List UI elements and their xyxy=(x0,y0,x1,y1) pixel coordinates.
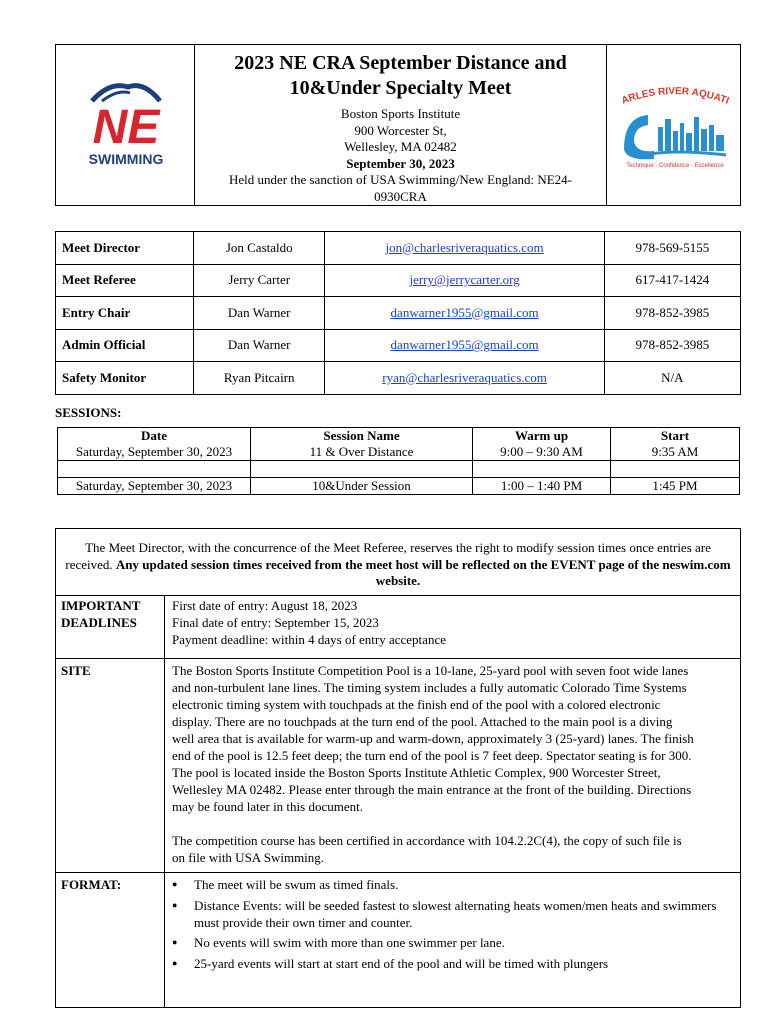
site-text-line: end of the pool is 12.5 feet deep; the turn end of the pool is 7 feet deep. Spectator seating is for 300. xyxy=(172,748,692,763)
format-item: ● The meet will be swum as timed finals. xyxy=(172,876,734,893)
official-role-cell xyxy=(56,232,194,265)
format-item: ● No events will swim with more than one swimmer per lane. xyxy=(172,934,734,951)
site-cert-line: on file with USA Swimming. xyxy=(172,850,325,865)
official-row xyxy=(56,362,741,395)
official-name: Dan Warner xyxy=(227,337,291,353)
official-row xyxy=(56,264,741,297)
official-phone: 617-417-1424 xyxy=(635,272,710,288)
official-email-cell xyxy=(325,362,604,395)
official-name-cell xyxy=(194,297,325,330)
site-text-line: well area that is available for warm-up and warm-down, approximately 3 (25-yard) lanes. The finish xyxy=(172,731,694,746)
ne-swimming-logo xyxy=(70,77,182,169)
format-item: ● Distance Events: will be seeded fastest to slowest alternating heats women/men heats and swimmers must provide their own timer and counter. xyxy=(172,897,734,931)
deadlines-label-line1: IMPORTANT xyxy=(61,598,141,613)
site-text-line: The Boston Sports Institute Competition Pool is a 10-lane, 25-yard pool with seven foot wide lanes xyxy=(172,663,689,678)
sessions-table xyxy=(57,427,740,495)
header-divider xyxy=(606,45,607,205)
deadlines-label xyxy=(61,597,140,631)
official-row xyxy=(56,297,741,330)
charles-river-aquatics-logo xyxy=(614,79,736,169)
sanction-line1: Held under the sanction of USA Swimming/New England: NE24- xyxy=(228,172,572,187)
official-email-link[interactable]: jon@charlesriveraquatics.com xyxy=(385,239,544,255)
venue-city: Wellesley, MA 02482 xyxy=(344,139,457,154)
deadlines-label-line2: DEADLINES xyxy=(61,615,137,630)
official-phone: 978-852-3985 xyxy=(635,304,710,320)
cra-logo-text: ARLES RIVER AQUATI xyxy=(620,85,731,107)
sessions-header-row xyxy=(58,428,740,461)
section-divider xyxy=(56,595,740,596)
session-name: 10&Under Session xyxy=(251,478,473,495)
ne-logo-mark: NE xyxy=(92,101,160,154)
sessions-spacer-row xyxy=(58,461,740,478)
site-text-line: and non-turbulent lane lines. The timing system includes a fully automatic Colorado Time Systems xyxy=(172,680,687,695)
cra-logo-tagline: Technique · Confidence · Excellence xyxy=(626,163,724,169)
official-phone: 978-852-3985 xyxy=(635,337,710,353)
deadlines-list xyxy=(172,597,732,648)
session-start: 1:45 PM xyxy=(611,478,740,495)
official-email-link[interactable]: ryan@charlesriveraquatics.com xyxy=(382,369,547,385)
official-role: Entry Chair xyxy=(62,304,131,320)
venue-street: 900 Worcester St, xyxy=(354,122,447,138)
official-name-cell xyxy=(194,264,325,297)
deadline-item: Final date of entry: September 15, 2023 xyxy=(172,615,379,630)
official-email-cell xyxy=(325,297,604,330)
notice-bold-text: Any updated session times received from the meet host will be reflected on the EVENT page of the neswim.com website. xyxy=(115,556,731,588)
session-change-notice xyxy=(60,540,736,590)
svg-text:CHARLES RIVER AQUATICS xyxy=(614,79,731,107)
deadline-item: Payment deadline: within 4 days of entry acceptance xyxy=(172,632,446,647)
session-name: 11 & Over Distance xyxy=(309,444,414,459)
session-start: 9:35 AM xyxy=(651,444,699,459)
official-email-link[interactable]: jerry@jerrycarter.org xyxy=(409,272,520,288)
site-text-line: display. There are no touchpads at the turn end of the pool. Attached to the main pool is a diving xyxy=(172,714,673,729)
label-column-divider xyxy=(164,595,165,1007)
official-phone-cell xyxy=(604,362,740,395)
official-phone-cell xyxy=(604,264,740,297)
meet-title-line2: 10&Under Specialty Meet xyxy=(289,77,512,99)
official-name: Jerry Carter xyxy=(228,272,291,288)
official-email-cell xyxy=(325,232,604,265)
meet-header xyxy=(55,44,741,206)
col-warmup-header: Warm up xyxy=(514,428,569,443)
official-role-cell xyxy=(56,297,194,330)
official-role: Meet Director xyxy=(62,239,141,255)
official-role: Safety Monitor xyxy=(62,369,147,385)
official-phone: 978-569-5155 xyxy=(635,239,710,255)
section-divider xyxy=(56,872,740,873)
officials-table xyxy=(55,231,741,395)
site-text-line: The pool is located inside the Boston Sports Institute Athletic Complex, 900 Worcester Street, xyxy=(172,765,661,780)
notice-text: The Meet Director, with the concurrence of the Meet Referee, reserves the right to modify session times once entries are received. xyxy=(65,540,711,572)
official-name-cell xyxy=(194,329,325,362)
official-name-cell xyxy=(194,362,325,395)
deadline-item: First date of entry: August 18, 2023 xyxy=(172,598,358,613)
official-phone-cell xyxy=(604,329,740,362)
format-list xyxy=(172,876,734,975)
official-email-cell xyxy=(325,264,604,297)
official-role-cell xyxy=(56,329,194,362)
col-date-header: Date xyxy=(141,428,167,443)
sessions-heading: SESSIONS: xyxy=(55,405,122,420)
session-date: Saturday, September 30, 2023 xyxy=(75,444,233,459)
official-name: Jon Castaldo xyxy=(225,239,293,255)
official-row xyxy=(56,232,741,265)
session-warmup: 9:00 – 9:30 AM xyxy=(500,444,583,459)
ne-logo-text: SWIMMING xyxy=(88,151,164,167)
meet-title-line1: 2023 NE CRA September Distance and xyxy=(234,52,567,74)
official-role-cell xyxy=(56,362,194,395)
official-email-link[interactable]: danwarner1955@gmail.com xyxy=(390,337,539,353)
format-label: FORMAT: xyxy=(61,877,122,892)
session-warmup: 1:00 – 1:40 PM xyxy=(473,478,611,495)
format-item: ● 25-yard events will start at start end of the pool and will be timed with plungers xyxy=(172,955,734,972)
session-date: Saturday, September 30, 2023 xyxy=(58,478,251,495)
official-name: Dan Warner xyxy=(227,304,291,320)
official-email-cell xyxy=(325,329,604,362)
site-description xyxy=(172,662,732,866)
official-role: Admin Official xyxy=(62,337,146,353)
section-divider xyxy=(56,658,740,659)
col-session-name-header: Session Name xyxy=(323,428,400,443)
site-text-line: may be found later in this document. xyxy=(172,799,363,814)
meet-date: September 30, 2023 xyxy=(346,155,455,171)
sanction-line2: 0930CRA xyxy=(374,188,427,204)
meet-info-box xyxy=(55,528,741,1008)
official-role: Meet Referee xyxy=(62,272,136,288)
site-text-line: Wellesley MA 02482. Please enter through the main entrance at the front of the building. Directions xyxy=(172,782,692,797)
venue-name: Boston Sports Institute xyxy=(340,106,461,121)
official-email-link[interactable]: danwarner1955@gmail.com xyxy=(390,304,539,320)
site-cert-line: The competition course has been certified in accordance with 104.2.2C(4), the copy of such file is xyxy=(172,833,682,848)
site-text-line: electronic timing system with touchpads at the finish end of the pool with a colored electronic xyxy=(172,697,661,712)
official-role-cell xyxy=(56,264,194,297)
site-label: SITE xyxy=(61,663,91,678)
official-phone: N/A xyxy=(661,369,684,385)
official-row xyxy=(56,329,741,362)
official-phone-cell xyxy=(604,297,740,330)
col-start-header: Start xyxy=(660,428,690,443)
session-row xyxy=(58,478,740,495)
official-name: Ryan Pitcairn xyxy=(223,369,295,385)
official-phone-cell xyxy=(604,232,740,265)
official-name-cell xyxy=(194,232,325,265)
